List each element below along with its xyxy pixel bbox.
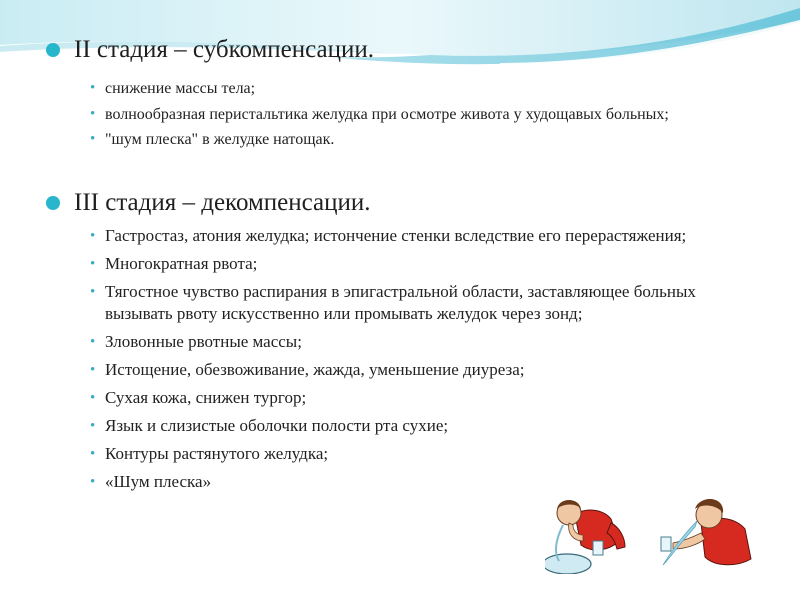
person-vomiting-illustration (545, 489, 761, 574)
left-figure (545, 500, 625, 574)
list-item: • "шум плеска" в желудке натощак. (90, 129, 750, 151)
list-item: • Многократная рвота; (90, 253, 750, 275)
list-item: • волнообразная перистальтика желудка при осмотре живота у худощавых больных; (90, 104, 750, 126)
subcompensation-list (90, 78, 750, 155)
list-item: • снижение массы тела; (90, 78, 750, 100)
list-item: • Тягостное чувство распирания в эпигастральной области, заставляющее больных вызывать рвоту искусственно или промывать желудок через зонд; (90, 281, 750, 325)
section-title-subcompensation: II стадия – субкомпенсации. (74, 36, 375, 63)
section-bullet-icon (46, 196, 60, 210)
list-item: • Гастростаз, атония желудка; истончение стенки вследствие его перерастяжения; (90, 225, 750, 247)
decompensation-list (90, 225, 750, 499)
section-bullet-icon (46, 43, 60, 57)
list-item: • Зловонные рвотные массы; (90, 331, 750, 353)
list-item: • Истощение, обезвоживание, жажда, уменьшение диуреза; (90, 359, 750, 381)
section-title-decompensation: III стадия – декомпенсации. (74, 189, 371, 216)
list-item: • Язык и слизистые оболочки полости рта сухие; (90, 415, 545, 437)
list-item: • Контуры растянутого желудка; (90, 443, 750, 465)
right-figure (661, 499, 751, 565)
list-item: • «Шум плеска» (90, 471, 750, 493)
list-item: • Сухая кожа, снижен тургор; (90, 387, 750, 409)
